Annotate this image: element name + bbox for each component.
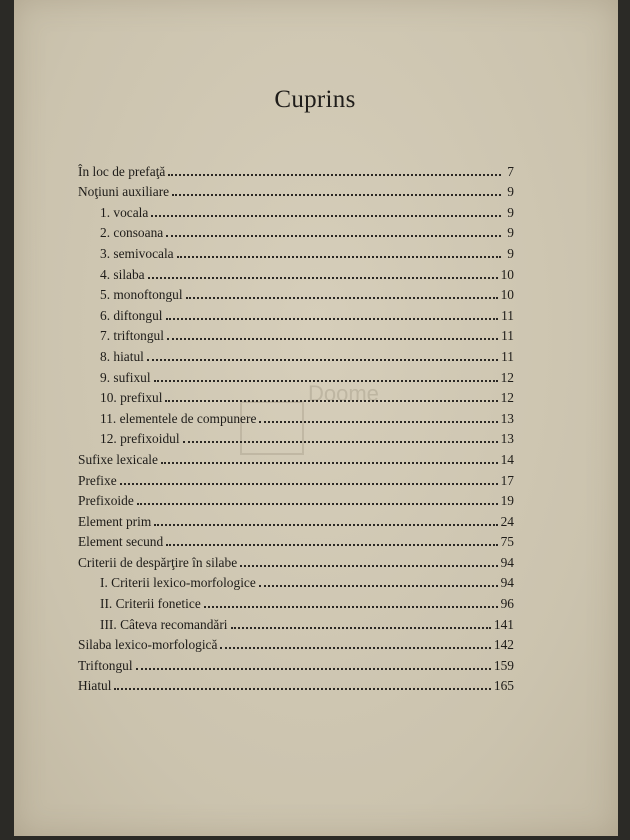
dot-leader [166,317,499,320]
toc-entry [78,652,514,673]
toc-entry-label: 12. prefixoidul [100,431,180,447]
toc-entry [78,261,514,282]
toc-entry-label: Element secund [78,534,164,550]
dot-leader [114,687,490,690]
toc-entry-label: I. Criterii lexico-morfologice [100,575,256,591]
toc-entry-page-number: 159 [493,657,514,673]
dot-leader [147,358,498,361]
toc-entry-page-number: 142 [493,637,514,653]
dot-leader [136,667,491,670]
toc-entry-label: Prefixe [78,472,117,488]
toc-entry [78,570,514,591]
toc-entry-page-number: 165 [493,678,514,694]
toc-entry [78,632,514,653]
toc-entry-page-number: 13 [500,431,514,447]
toc-entry-label: 7. triftongul [100,328,164,344]
dot-leader [166,234,501,237]
toc-entry-label: 6. diftongul [100,307,163,323]
dot-leader [186,296,498,299]
toc-entry [78,549,514,570]
toc-entry-label: Triftongul [78,657,133,673]
dot-leader [151,214,501,217]
toc-entry-label: 9. sufixul [100,369,151,385]
dot-leader [204,605,498,608]
toc-entry-page-number: 94 [500,575,514,591]
toc-entry-page-number: 9 [507,204,514,220]
dot-leader [120,482,498,485]
dot-leader [154,379,498,382]
toc-entry [78,467,514,488]
dot-leader [183,440,498,443]
dot-leader [148,276,498,279]
toc-entry-label: 8. hiatul [100,348,144,364]
toc-entry [78,673,514,694]
toc-entry-page-number: 10 [500,266,514,282]
toc-entry-page-number: 11 [501,348,514,364]
toc-entry-page-number: 11 [501,307,514,323]
toc-entry-page-number: 9 [507,225,514,241]
toc-entry-page-number: 24 [500,513,514,529]
toc-entry-label: II. Criterii fonetice [100,596,201,612]
toc-entry [78,446,514,467]
dot-leader [167,337,498,340]
toc-entry [78,405,514,426]
dot-leader [154,523,497,526]
dot-leader [137,502,498,505]
toc-entry [78,590,514,611]
toc-entry-page-number: 96 [500,596,514,612]
dot-leader [168,173,501,176]
toc-entry-label: 3. semivocala [100,245,174,261]
page-title: Cuprins [274,86,356,113]
table-of-contents [78,158,514,693]
toc-entry-label: 1. vocala [100,204,149,220]
toc-entry-page-number: 75 [500,534,514,550]
toc-entry-page-number: 9 [507,184,514,200]
dot-leader [240,564,497,567]
dot-leader [177,255,501,258]
toc-entry-page-number: 14 [500,451,514,467]
toc-entry [78,364,514,385]
toc-entry [78,488,514,509]
toc-entry-page-number: 141 [493,616,514,632]
toc-entry-label: Sufixe lexicale [78,451,158,467]
toc-entry-page-number: 9 [507,245,514,261]
toc-entry [78,240,514,261]
toc-entry [78,323,514,344]
toc-entry [78,343,514,364]
toc-entry [78,179,514,200]
toc-entry-label: Element prim [78,513,152,529]
toc-entry-label: Hiatul [78,678,112,694]
toc-entry [78,508,514,529]
toc-entry [78,282,514,303]
watermark-text: Doome [308,381,379,406]
toc-entry [78,426,514,447]
toc-entry-label: Prefixoide [78,493,134,509]
toc-entry-page-number: 7 [507,163,514,179]
dot-leader [172,193,501,196]
dot-leader [165,399,497,402]
toc-entry [78,199,514,220]
dot-leader [166,543,497,546]
toc-entry [78,385,514,406]
toc-entry [78,529,514,550]
toc-entry-label: În loc de prefaţă [78,163,166,179]
toc-entry [78,611,514,632]
toc-entry-label: 5. monoftongul [100,287,183,303]
toc-entry-page-number: 10 [500,287,514,303]
toc-entry-page-number: 94 [500,554,514,570]
toc-entry-label: Noţiuni auxiliare [78,184,170,200]
toc-entry-page-number: 13 [500,410,514,426]
toc-entry [78,158,514,179]
dot-leader [161,461,498,464]
dot-leader [231,626,491,629]
toc-entry-label: Criterii de despărţire în silabe [78,554,238,570]
toc-entry [78,220,514,241]
toc-entry-label: 10. prefixul [100,390,163,406]
dot-leader [259,420,497,423]
toc-entry [78,302,514,323]
toc-entry-label: 4. silaba [100,266,145,282]
toc-entry-page-number: 19 [500,493,514,509]
toc-entry-label: Silaba lexico-morfologică [78,637,218,653]
toc-entry-label: 2. consoana [100,225,164,241]
toc-entry-label: 11. elementele de compunere [100,410,257,426]
toc-entry-page-number: 12 [500,369,514,385]
dot-leader [220,646,490,649]
toc-entry-label: III. Câteva recomandări [100,616,228,632]
toc-entry-page-number: 17 [500,472,514,488]
dot-leader [259,584,498,587]
toc-entry-page-number: 11 [501,328,514,344]
toc-entry-page-number: 12 [500,390,514,406]
